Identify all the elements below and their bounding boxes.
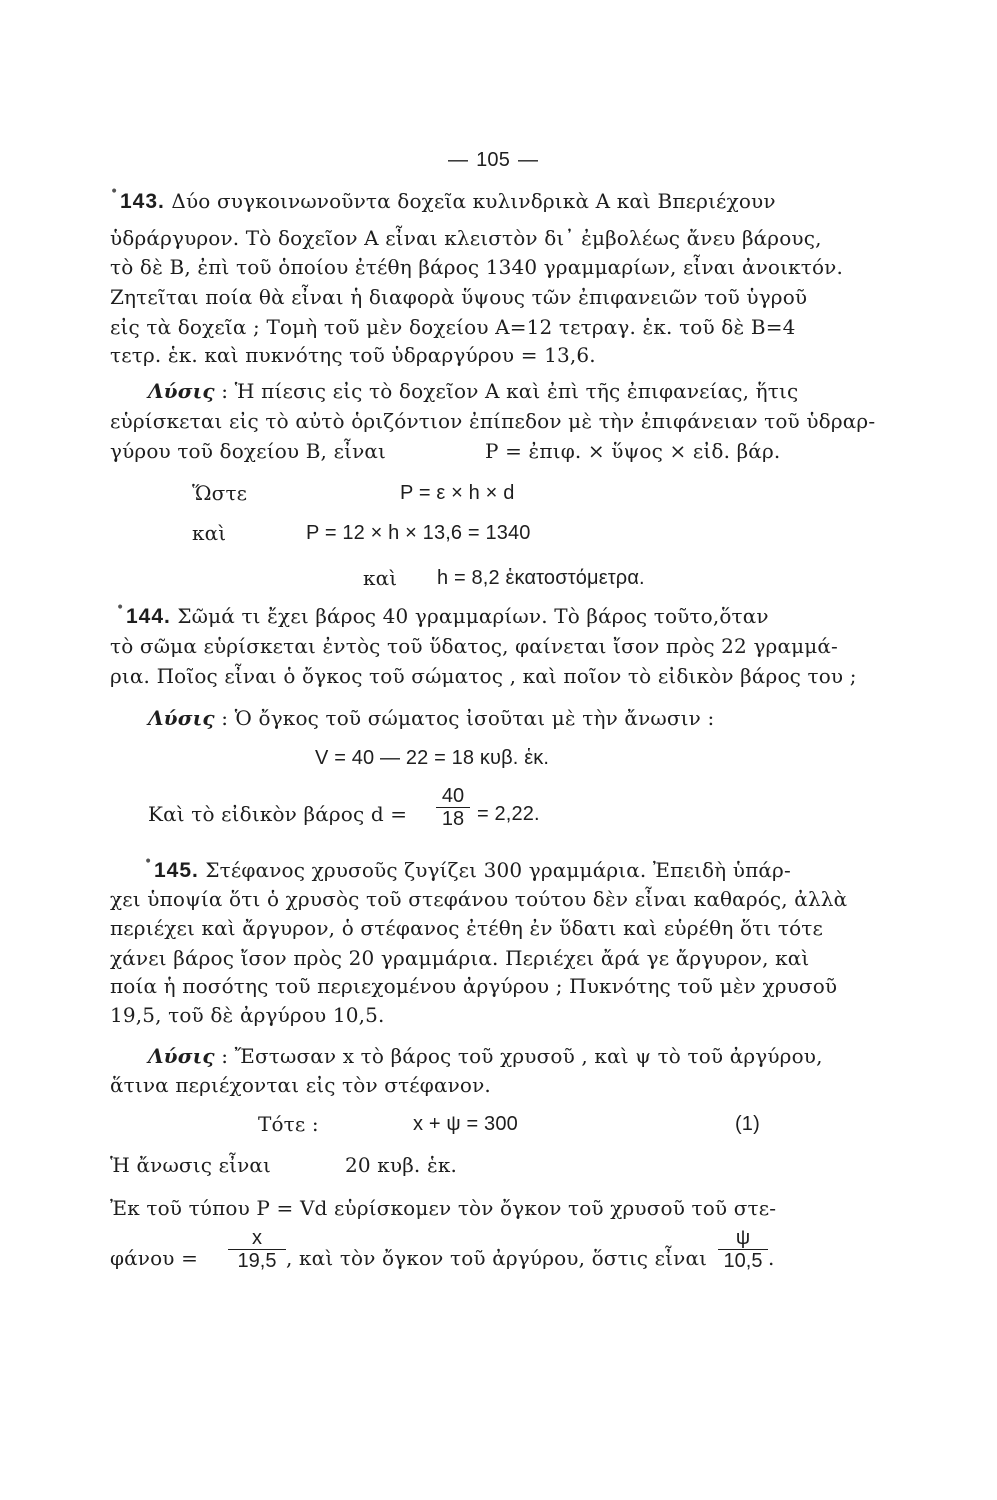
problem-144-line-3: ρια. Ποῖος εἶναι ὁ ὄγκος τοῦ σώματος , καὶ ποῖον τὸ εἰδικὸν βάρος του ; [110,664,857,688]
solution-144-line-1: Λύσις : Ὁ ὄγκος τοῦ σώματος ἰσοῦται μὲ τὴν ἄνωσιν : [148,706,715,730]
problem-145-line-6: 19,5, τοῦ δὲ ἀργύρου 10,5. [110,1003,385,1027]
solution-label: Λύσις [148,1044,215,1068]
problem-144-line-1: 144. Σῶμά τι ἔχει βάρος 40 γραμμαρίων. Τὸ βάρος τοῦτο,ὅταν [126,604,769,628]
equation-2: P = 12 × h × 13,6 = 1340 [306,522,531,544]
problem-143-line-6: τετρ. ἑκ. καὶ πυκνότης τοῦ ὑδραργύρου = 13,6. [110,343,596,367]
problem-143-line-3: τὸ δὲ Β, ἐπὶ τοῦ ὁποίου ἐτέθη βάρος 1340 γραμμαρίων, εἶναι ἀνοικτόν. [110,255,843,279]
fraction-numerator: ψ [735,1227,751,1249]
solution-label: Λύσις [148,706,215,730]
equation-1: P = ε × h × d [400,482,515,504]
solution-143-line-1: Λύσις : Ἡ πίεσις εἰς τὸ δοχεῖον Α καὶ ἐπὶ τῆς ἐπιφανείας, ἥτις [148,379,799,403]
problem-145-line-5: ποία ἡ ποσότης τοῦ περιεχομένου ἀργύρου ; Πυκνότης τοῦ μὲν χρυσοῦ [110,974,838,998]
problem-143-line-4: Ζητεῖται ποία θὰ εἶναι ἡ διαφορὰ ὕψους τῶν ἐπιφανειῶν τοῦ ὑγροῦ [110,285,808,309]
buoyancy-value: 20 κυβ. ἑκ. [345,1153,457,1177]
buoyancy-label: Ἡ ἄνωσις εἶναι [110,1153,272,1177]
problem-143-line-5: εἰς τὰ δοχεῖα ; Τομὴ τοῦ μὲν δοχείου Α=12 τετραγ. ἑκ. τοῦ δὲ Β=4 [110,315,796,339]
speck: • [116,600,125,616]
page-number: — 105 — [448,149,539,171]
hoste-label: Ὥστε [192,481,248,505]
density-fraction [436,785,470,830]
sum-equation: x + ψ = 300 [413,1113,518,1135]
problem-144-line-2: τὸ σῶμα εὑρίσκεται ἐντὸς τοῦ ὕδατος, φαίνεται ἴσον πρὸς 22 γραμμά- [110,634,838,658]
problem-number: 144. [126,605,171,628]
silver-volume-fraction [718,1227,768,1272]
solution-143-line-2: εὑρίσκεται εἰς τὸ αὐτὸ ὁριζόντιον ἐπίπεδον μὲ τὴν ἐπιφάνειαν τοῦ ὑδραρ- [110,409,876,433]
volume-middle-text: , καὶ τὸν ὄγκον τοῦ ἀργύρου, ὅστις εἶναι [286,1246,708,1270]
density-result: = 2,22. [477,803,540,825]
solution-145-line-2: ἅτινα περιέχονται εἰς τὸν στέφανον. [110,1073,491,1097]
volume-end: . [768,1246,775,1270]
solution-label: Λύσις [148,379,215,403]
volume-equation: V = 40 — 22 = 18 κυβ. ἑκ. [315,747,550,769]
problem-143-line-1: 143. Δύο συγκοινωνοῦντα δοχεῖα κυλινδρικὰ Α καὶ Βπεριέχουν [120,189,776,213]
speck: • [110,184,119,200]
kai-label: καὶ [192,521,227,545]
problem-145-line-4: χάνει βάρος ἴσον πρὸς 20 γραμμάρια. Περιέχει ἄρά γε ἄργυρον, καὶ [110,946,810,970]
fraction-numerator: x [252,1227,262,1249]
problem-145-line-1: 145. Στέφανος χρυσοῦς ζυγίζει 300 γραμμάρια. Ἐπειδὴ ὑπάρ- [154,858,791,882]
gold-volume-fraction [228,1227,286,1272]
equation-3: h = 8,2 ἑκατοστόμετρα. [437,567,645,589]
solution-145-line-1: Λύσις : Ἔστωσαν x τὸ βάρος τοῦ χρυσοῦ , καὶ ψ τὸ τοῦ ἀργύρου, [148,1044,823,1068]
kai-label-2: καὶ [363,566,398,590]
solution-143-pressure-formula: P = ἐπιφ. × ὕψος × εἰδ. βάρ. [485,439,781,463]
tote-label: Τότε : [258,1112,319,1136]
problem-143-line-2: ὑδράργυρον. Τὸ δοχεῖον Α εἶναι κλειστὸν δι᾿ ἐμβολέως ἄνευ βάρους, [110,226,822,250]
volume-prefix: φάνου = [110,1246,199,1270]
fraction-denominator: 19,5 [228,1249,286,1272]
fraction-denominator: 18 [436,807,470,830]
fraction-denominator: 10,5 [718,1249,768,1272]
equation-label: (1) [735,1113,760,1135]
density-prefix: Καὶ τὸ εἰδικὸν βάρος d = [148,802,408,826]
problem-145-line-3: περιέχει καὶ ἄργυρον, ὁ στέφανος ἐτέθη ἐν ὕδατι καὶ εὑρέθη ὅτι τότε [110,916,824,940]
solution-145-line-3: Ἐκ τοῦ τύπου P = Vd εὑρίσκομεν τὸν ὄγκον τοῦ χρυσοῦ τοῦ στε- [110,1196,777,1220]
fraction-numerator: 40 [441,785,465,807]
speck: • [144,854,153,870]
solution-143-line-3: γύρου τοῦ δοχείου Β, εἶναι [110,439,387,463]
problem-number: 145. [154,859,199,882]
problem-145-line-2: χει ὑποψία ὅτι ὁ χρυσὸς τοῦ στεφάνου τούτου δὲν εἶναι καθαρός, ἀλλὰ [110,887,848,911]
problem-number: 143. [120,190,165,213]
